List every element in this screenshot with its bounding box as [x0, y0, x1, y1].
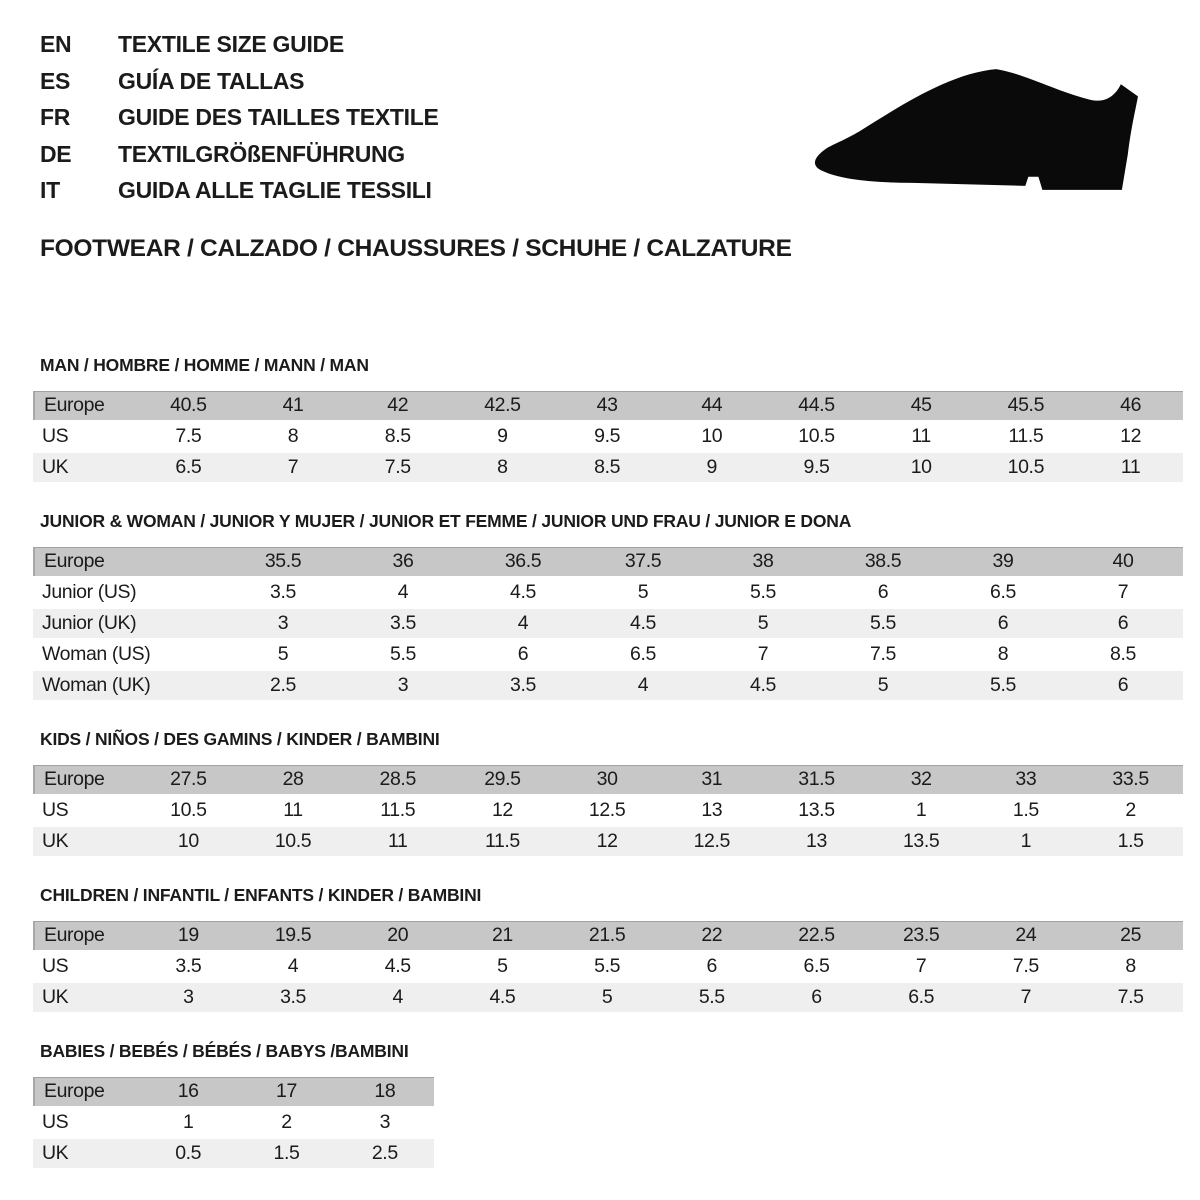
size-cell: 7	[1117, 580, 1129, 603]
table-row	[33, 578, 1183, 607]
size-cell: 7	[974, 983, 1079, 1012]
size-cell: 12	[1120, 424, 1142, 447]
size-cell: 8	[450, 453, 555, 482]
size-table-kids	[33, 763, 1183, 858]
size-cell: 12.5	[588, 798, 626, 821]
size-cell: 5	[497, 954, 508, 977]
size-cell: 8	[287, 424, 299, 447]
size-cell: 7	[241, 453, 346, 482]
category-heading: FOOTWEAR / CALZADO / CHAUSSURES / SCHUHE / CALZATURE	[40, 234, 792, 262]
size-cell: 37.5	[583, 547, 703, 576]
row-label: UK	[33, 827, 136, 856]
table-header-row	[33, 547, 1183, 576]
size-cell: 3	[223, 609, 343, 638]
size-cell: 6	[517, 642, 529, 665]
row-label: UK	[33, 1139, 139, 1168]
size-cell: 5.5	[594, 954, 621, 977]
size-cell: 9	[497, 424, 508, 447]
table-row	[33, 983, 1183, 1012]
language-code: EN	[40, 31, 72, 57]
size-cell: 6.5	[630, 642, 656, 665]
section-title: BABIES / BEBÉS / BÉBÉS / BABYS /BAMBINI	[40, 1040, 409, 1061]
table-row	[33, 952, 1183, 981]
size-cell: 9	[659, 453, 764, 482]
row-label: UK	[33, 983, 136, 1012]
size-table-babies	[33, 1075, 434, 1170]
size-cell: 13.5	[798, 798, 835, 821]
size-cell: 4	[287, 954, 299, 977]
size-cell: 9.5	[764, 453, 869, 482]
size-cell: 19	[136, 921, 241, 950]
row-label: Junior (UK)	[33, 609, 223, 638]
guide-header	[0, 0, 1200, 263]
size-cell: 28.5	[345, 765, 450, 794]
size-cell: 3.5	[175, 954, 202, 977]
table-row	[33, 671, 1183, 700]
row-label: Woman (US)	[42, 642, 151, 665]
table-row	[33, 640, 1183, 669]
size-cell: 2.5	[223, 671, 343, 700]
size-section-children	[33, 885, 1182, 1014]
size-cell: 45.5	[974, 391, 1079, 420]
row-label: Europe	[33, 547, 223, 576]
size-cell: 32	[869, 765, 974, 794]
table-header-row	[33, 921, 1183, 950]
size-cell: 5	[703, 609, 823, 638]
size-cell: 8.5	[384, 424, 411, 447]
size-cell: 10	[136, 827, 241, 856]
section-title: CHILDREN / INFANTIL / ENFANTS / KINDER / BAMBINI	[40, 884, 482, 905]
size-cell: 13	[701, 798, 723, 821]
size-section-kids	[33, 729, 1182, 858]
language-code: ES	[40, 67, 71, 94]
size-cell: 8.5	[555, 453, 660, 482]
size-cell: 5.5	[659, 983, 764, 1012]
size-cell: 1.5	[1078, 827, 1183, 856]
size-cell: 4	[345, 983, 450, 1012]
size-cell: 11	[911, 424, 931, 447]
size-cell: 6.5	[136, 453, 241, 482]
size-cell: 6	[1063, 671, 1183, 700]
size-cell: 33.5	[1078, 765, 1183, 794]
size-cell: 6.5	[869, 983, 974, 1012]
section-title: JUNIOR & WOMAN / JUNIOR Y MUJER / JUNIOR ET FEMME / JUNIOR UND FRAU / JUNIOR E DONA	[40, 510, 852, 531]
size-cell: 3.5	[241, 983, 346, 1012]
size-cell: 11	[283, 798, 303, 821]
size-cell: 39	[943, 547, 1063, 576]
size-cell: 7.5	[345, 453, 450, 482]
size-cell: 1.5	[237, 1139, 335, 1168]
size-cell: 31	[659, 765, 764, 794]
row-label: Europe	[33, 1077, 139, 1106]
size-cell: 22	[659, 921, 764, 950]
size-cell: 1	[915, 798, 927, 821]
size-cell: 30	[555, 765, 660, 794]
size-cell: 46	[1078, 391, 1183, 420]
table-row	[33, 796, 1183, 825]
row-label: US	[42, 1110, 69, 1133]
size-cell: 43	[555, 391, 660, 420]
size-cell: 4.5	[583, 609, 703, 638]
table-header-row	[33, 765, 1183, 794]
size-cell: 42	[345, 391, 450, 420]
size-cell: 18	[336, 1077, 434, 1106]
size-cell: 36.5	[463, 547, 583, 576]
size-cell: 10.5	[798, 424, 835, 447]
size-cell: 6	[706, 954, 717, 977]
size-cell: 13.5	[869, 827, 974, 856]
size-cell: 4.5	[384, 954, 411, 977]
size-cell: 3.5	[343, 609, 463, 638]
size-section-junior-woman	[33, 511, 1182, 702]
size-cell: 24	[974, 921, 1079, 950]
size-cell: 38	[703, 547, 823, 576]
language-code: DE	[40, 140, 72, 167]
size-cell: 0.5	[139, 1139, 237, 1168]
row-label: US	[42, 954, 69, 977]
size-cell: 7	[757, 642, 769, 665]
size-cell: 3.5	[270, 580, 296, 603]
size-cell: 6	[877, 580, 889, 603]
size-cell: 28	[241, 765, 346, 794]
size-cell: 8	[1125, 954, 1136, 977]
size-cell: 11	[1078, 453, 1183, 482]
table-row	[33, 453, 1183, 482]
size-cell: 5	[823, 671, 943, 700]
size-cell: 4.5	[510, 580, 536, 603]
size-cell: 11.5	[380, 798, 416, 821]
table-header-row	[33, 391, 1183, 420]
size-cell: 21.5	[555, 921, 660, 950]
size-cell: 45	[869, 391, 974, 420]
size-cell: 2	[281, 1110, 292, 1133]
row-label: Junior (US)	[42, 580, 137, 603]
table-row	[33, 1139, 434, 1168]
size-cell: 13	[764, 827, 869, 856]
size-cell: 31.5	[764, 765, 869, 794]
size-cell: 5.5	[943, 671, 1063, 700]
size-cell: 21	[450, 921, 555, 950]
size-cell: 11.5	[450, 827, 555, 856]
row-label: Europe	[33, 391, 136, 420]
size-cell: 41	[241, 391, 346, 420]
language-title: GUIDA ALLE TAGLIE TESSILI	[118, 177, 432, 203]
size-cell: 4	[463, 609, 583, 638]
size-cell: 4.5	[450, 983, 555, 1012]
size-cell: 12	[491, 798, 513, 821]
size-table-children	[33, 919, 1183, 1014]
size-cell: 6	[764, 983, 869, 1012]
size-section-babies	[33, 1041, 1182, 1170]
size-cell: 38.5	[823, 547, 943, 576]
size-cell: 1	[974, 827, 1079, 856]
size-table-junior-woman	[33, 545, 1183, 702]
size-cell: 35.5	[223, 547, 343, 576]
size-cell: 11.5	[1008, 424, 1044, 447]
size-cell: 7.5	[175, 424, 202, 447]
size-cell: 12.5	[659, 827, 764, 856]
size-cell: 7.5	[870, 642, 896, 665]
size-cell: 25	[1078, 921, 1183, 950]
size-cell: 10.5	[974, 453, 1079, 482]
size-cell: 40.5	[136, 391, 241, 420]
dress-shoe-icon	[800, 60, 1142, 196]
size-cell: 16	[139, 1077, 237, 1106]
size-cell: 9.5	[594, 424, 621, 447]
size-cell: 3.5	[463, 671, 583, 700]
size-cell: 4.5	[703, 671, 823, 700]
size-cell: 2	[1125, 798, 1136, 821]
size-cell: 3	[379, 1110, 391, 1133]
size-cell: 10.5	[241, 827, 346, 856]
size-cell: 5.5	[390, 642, 416, 665]
size-cell: 10	[701, 424, 723, 447]
row-label: Woman (UK)	[33, 671, 223, 700]
size-cell: 8.5	[1110, 642, 1136, 665]
language-title: TEXTILE SIZE GUIDE	[118, 31, 344, 57]
size-cell: 5.5	[823, 609, 943, 638]
size-cell: 10	[869, 453, 974, 482]
table-row	[33, 1108, 434, 1137]
size-cell: 19.5	[241, 921, 346, 950]
size-table-man	[33, 389, 1183, 484]
size-cell: 5	[637, 580, 649, 603]
language-code: IT	[40, 177, 60, 203]
table-header-row	[33, 1077, 434, 1106]
size-cell: 17	[237, 1077, 335, 1106]
size-cell: 22.5	[764, 921, 869, 950]
size-cell: 20	[345, 921, 450, 950]
table-row	[33, 609, 1183, 638]
size-cell: 29.5	[450, 765, 555, 794]
size-cell: 6	[1063, 609, 1183, 638]
size-section-man	[33, 355, 1182, 484]
section-title: MAN / HOMBRE / HOMME / MANN / MAN	[40, 354, 369, 375]
size-cell: 1.5	[1012, 798, 1039, 821]
language-code: FR	[40, 104, 71, 130]
section-title: KIDS / NIÑOS / DES GAMINS / KINDER / BAMBINI	[40, 728, 440, 749]
table-row	[33, 422, 1183, 451]
size-cell: 10.5	[170, 798, 207, 821]
size-cell: 7.5	[1078, 983, 1183, 1012]
size-cell: 5	[277, 642, 289, 665]
size-cell: 4	[583, 671, 703, 700]
size-cell: 36	[343, 547, 463, 576]
size-cell: 12	[555, 827, 660, 856]
size-cell: 44.5	[764, 391, 869, 420]
size-cell: 42.5	[450, 391, 555, 420]
row-label: Europe	[33, 921, 136, 950]
size-cell: 7.5	[1012, 954, 1039, 977]
row-label: US	[42, 798, 69, 821]
language-title: GUIDE DES TAILLES TEXTILE	[118, 104, 439, 130]
size-cell: 3	[343, 671, 463, 700]
table-row	[33, 827, 1183, 856]
size-cell: 44	[659, 391, 764, 420]
size-cell: 5.5	[750, 580, 776, 603]
size-cell: 6.5	[803, 954, 830, 977]
size-cell: 23.5	[869, 921, 974, 950]
language-title: TEXTILGRÖßENFÜHRUNG	[118, 140, 405, 167]
language-title: GUÍA DE TALLAS	[118, 67, 305, 94]
size-cell: 4	[397, 580, 409, 603]
size-cell: 40	[1063, 547, 1183, 576]
size-cell: 8	[997, 642, 1009, 665]
size-cell: 7	[915, 954, 927, 977]
size-cell: 1	[182, 1110, 194, 1133]
size-cell: 33	[974, 765, 1079, 794]
size-cell: 3	[136, 983, 241, 1012]
size-cell: 5	[555, 983, 660, 1012]
size-cell: 6.5	[990, 580, 1016, 603]
sections	[33, 355, 1182, 1170]
language-row-en	[40, 26, 1200, 63]
row-label: US	[42, 424, 69, 447]
size-cell: 27.5	[136, 765, 241, 794]
size-cell: 6	[943, 609, 1063, 638]
row-label: Europe	[33, 765, 136, 794]
size-cell: 2.5	[336, 1139, 434, 1168]
row-label: UK	[33, 453, 136, 482]
size-cell: 11	[345, 827, 450, 856]
